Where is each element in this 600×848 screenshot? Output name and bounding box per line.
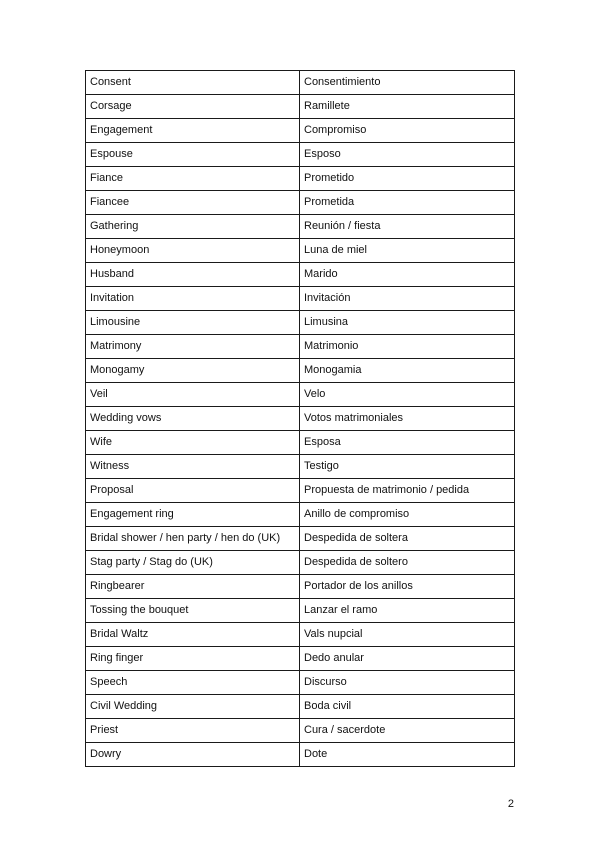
spanish-term-cell: Cura / sacerdote	[300, 719, 515, 743]
table-row	[86, 191, 515, 215]
spanish-term-cell: Anillo de compromiso	[300, 503, 515, 527]
spanish-term-cell: Monogamia	[300, 359, 515, 383]
table-row	[86, 527, 515, 551]
english-term-cell: Bridal Waltz	[86, 623, 300, 647]
spanish-term-cell: Prometido	[300, 167, 515, 191]
table-row	[86, 575, 515, 599]
english-term-cell: Bridal shower / hen party / hen do (UK)	[86, 527, 300, 551]
english-term-cell: Espouse	[86, 143, 300, 167]
spanish-term-cell: Dedo anular	[300, 647, 515, 671]
table-row	[86, 71, 515, 95]
english-term-cell: Fiancee	[86, 191, 300, 215]
spanish-term-cell: Velo	[300, 383, 515, 407]
table-row	[86, 335, 515, 359]
spanish-term-cell: Despedida de soltera	[300, 527, 515, 551]
spanish-term-cell: Boda civil	[300, 695, 515, 719]
spanish-term-cell: Despedida de soltero	[300, 551, 515, 575]
table-row	[86, 551, 515, 575]
english-term-cell: Tossing the bouquet	[86, 599, 300, 623]
english-term-cell: Wedding vows	[86, 407, 300, 431]
english-term-cell: Veil	[86, 383, 300, 407]
table-row	[86, 359, 515, 383]
table-row	[86, 383, 515, 407]
table-row	[86, 407, 515, 431]
spanish-term-cell: Votos matrimoniales	[300, 407, 515, 431]
vocabulary-table-body	[86, 71, 515, 767]
english-term-cell: Speech	[86, 671, 300, 695]
table-row	[86, 431, 515, 455]
spanish-term-cell: Marido	[300, 263, 515, 287]
english-term-cell: Limousine	[86, 311, 300, 335]
english-term-cell: Matrimony	[86, 335, 300, 359]
spanish-term-cell: Prometida	[300, 191, 515, 215]
table-row	[86, 743, 515, 767]
english-term-cell: Wife	[86, 431, 300, 455]
english-term-cell: Dowry	[86, 743, 300, 767]
table-row	[86, 311, 515, 335]
table-row	[86, 719, 515, 743]
spanish-term-cell: Lanzar el ramo	[300, 599, 515, 623]
english-term-cell: Witness	[86, 455, 300, 479]
spanish-term-cell: Consentimiento	[300, 71, 515, 95]
spanish-term-cell: Esposa	[300, 431, 515, 455]
spanish-term-cell: Luna de miel	[300, 239, 515, 263]
table-row	[86, 623, 515, 647]
spanish-term-cell: Esposo	[300, 143, 515, 167]
table-row	[86, 95, 515, 119]
spanish-term-cell: Invitación	[300, 287, 515, 311]
spanish-term-cell: Reunión / fiesta	[300, 215, 515, 239]
table-row	[86, 143, 515, 167]
table-row	[86, 287, 515, 311]
table-row	[86, 695, 515, 719]
spanish-term-cell: Propuesta de matrimonio / pedida	[300, 479, 515, 503]
spanish-term-cell: Limusina	[300, 311, 515, 335]
table-row	[86, 239, 515, 263]
english-term-cell: Stag party / Stag do (UK)	[86, 551, 300, 575]
english-term-cell: Corsage	[86, 95, 300, 119]
table-row	[86, 167, 515, 191]
english-term-cell: Engagement ring	[86, 503, 300, 527]
english-term-cell: Consent	[86, 71, 300, 95]
table-row	[86, 599, 515, 623]
english-term-cell: Priest	[86, 719, 300, 743]
table-row	[86, 215, 515, 239]
spanish-term-cell: Matrimonio	[300, 335, 515, 359]
english-term-cell: Engagement	[86, 119, 300, 143]
table-row	[86, 263, 515, 287]
english-term-cell: Monogamy	[86, 359, 300, 383]
table-row	[86, 479, 515, 503]
english-term-cell: Proposal	[86, 479, 300, 503]
table-row	[86, 503, 515, 527]
page-number: 2	[507, 798, 514, 810]
vocabulary-table	[85, 70, 515, 767]
spanish-term-cell: Portador de los anillos	[300, 575, 515, 599]
english-term-cell: Ringbearer	[86, 575, 300, 599]
english-term-cell: Civil Wedding	[86, 695, 300, 719]
english-term-cell: Ring finger	[86, 647, 300, 671]
english-term-cell: Invitation	[86, 287, 300, 311]
table-row	[86, 455, 515, 479]
spanish-term-cell: Vals nupcial	[300, 623, 515, 647]
spanish-term-cell: Compromiso	[300, 119, 515, 143]
spanish-term-cell: Ramillete	[300, 95, 515, 119]
spanish-term-cell: Dote	[300, 743, 515, 767]
spanish-term-cell: Testigo	[300, 455, 515, 479]
spanish-term-cell: Discurso	[300, 671, 515, 695]
english-term-cell: Gathering	[86, 215, 300, 239]
table-row	[86, 647, 515, 671]
english-term-cell: Husband	[86, 263, 300, 287]
table-row	[86, 119, 515, 143]
table-row	[86, 671, 515, 695]
english-term-cell: Honeymoon	[86, 239, 300, 263]
english-term-cell: Fiance	[86, 167, 300, 191]
